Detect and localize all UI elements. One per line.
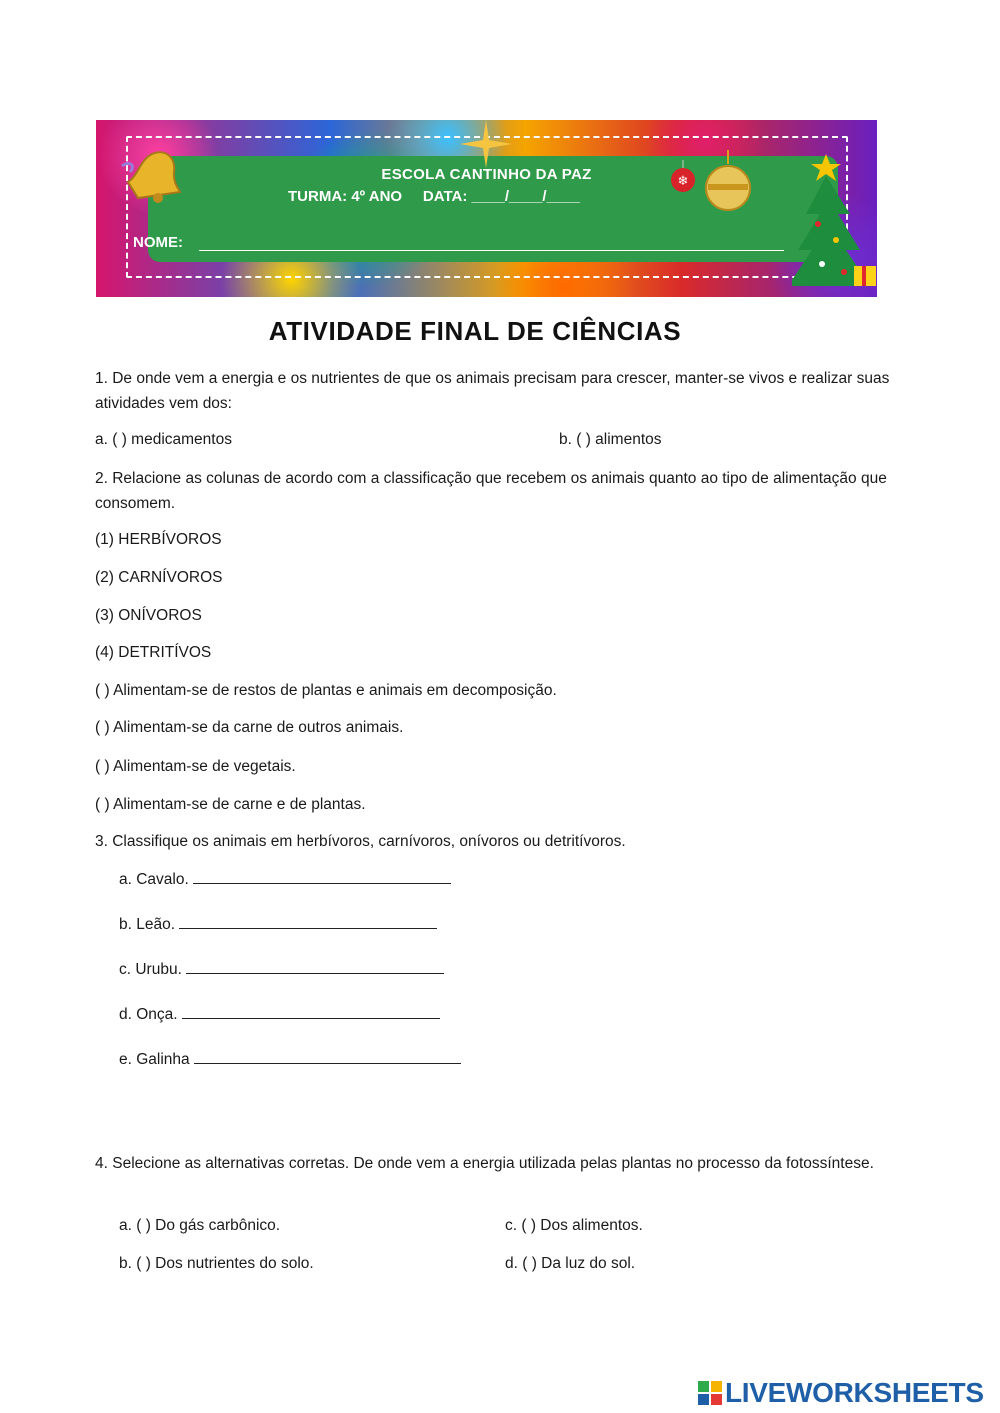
q3-item-row — [119, 1003, 440, 1027]
q1-option-a[interactable]: a. ( ) medicamentos — [95, 431, 232, 448]
q4-option-d[interactable]: d. ( ) Da luz do sol. — [505, 1255, 636, 1272]
q4-option-a[interactable]: a. ( ) Do gás carbônico. — [119, 1217, 281, 1234]
q3-item-row — [119, 913, 437, 937]
svg-text:❄: ❄ — [677, 174, 689, 189]
school-name: ESCOLA CANTINHO DA PAZ — [381, 166, 592, 183]
liveworksheets-brand — [698, 1376, 984, 1410]
q3-item-label: a. Cavalo. — [119, 871, 189, 888]
question-1-text: 1. De onde vem a energia e os nutrientes de que os animais precisam para crescer, manter-se vivos e realizar suas atividades vem dos: — [95, 370, 890, 412]
header-banner — [96, 120, 877, 297]
star-icon — [456, 120, 516, 168]
q3-item-row — [119, 1048, 461, 1072]
q2-category: (3) ONÍVOROS — [95, 607, 202, 624]
brand-wordmark: LIVEWORKSHEETS — [725, 1377, 984, 1408]
name-line — [199, 250, 784, 251]
q3-item-label: d. Onça. — [119, 1006, 178, 1023]
q2-category: (1) HERBÍVOROS — [95, 531, 222, 548]
question-4-text: 4. Selecione as alternativas corretas. De onde vem a energia utilizada pelas plantas no processo da fotossíntese. — [95, 1155, 874, 1172]
class-date-line: TURMA: 4º ANO DATA: ____/____/____ — [288, 188, 580, 205]
answer-blank[interactable] — [193, 869, 451, 884]
q3-item-row — [119, 868, 451, 892]
liveworksheets-logo-icon — [698, 1381, 722, 1405]
name-label: NOME: — [133, 234, 183, 251]
answer-blank[interactable] — [182, 1004, 440, 1019]
q3-item-label: e. Galinha — [119, 1051, 190, 1068]
q2-statement[interactable]: ( ) Alimentam-se da carne de outros animais. — [95, 719, 404, 736]
q1-option-b[interactable]: b. ( ) alimentos — [559, 431, 662, 448]
q4-option-b[interactable]: b. ( ) Dos nutrientes do solo. — [119, 1255, 314, 1272]
worksheet-title: ATIVIDADE FINAL DE CIÊNCIAS — [268, 316, 682, 346]
q2-statement[interactable]: ( ) Alimentam-se de vegetais. — [95, 758, 296, 775]
q2-category: (4) DETRITÍVOS — [95, 644, 212, 661]
question-3-text: 3. Classifique os animais em herbívoros, carnívoros, onívoros ou detritívoros. — [95, 833, 626, 850]
q4-option-c[interactable]: c. ( ) Dos alimentos. — [505, 1217, 643, 1234]
answer-blank[interactable] — [194, 1049, 461, 1064]
answer-blank[interactable] — [186, 959, 444, 974]
question-2-text: 2. Relacione as colunas de acordo com a classificação que recebem os animais quanto ao tipo de alimentação que consomem. — [95, 470, 887, 512]
q3-item-label: c. Urubu. — [119, 961, 182, 978]
q2-statement[interactable]: ( ) Alimentam-se de restos de plantas e animais em decomposição. — [95, 682, 557, 699]
q3-item-label: b. Leão. — [119, 916, 176, 933]
answer-blank[interactable] — [179, 914, 437, 929]
q3-item-row — [119, 958, 444, 982]
q2-category: (2) CARNÍVOROS — [95, 569, 223, 586]
q2-statement[interactable]: ( ) Alimentam-se de carne e de plantas. — [95, 796, 366, 813]
